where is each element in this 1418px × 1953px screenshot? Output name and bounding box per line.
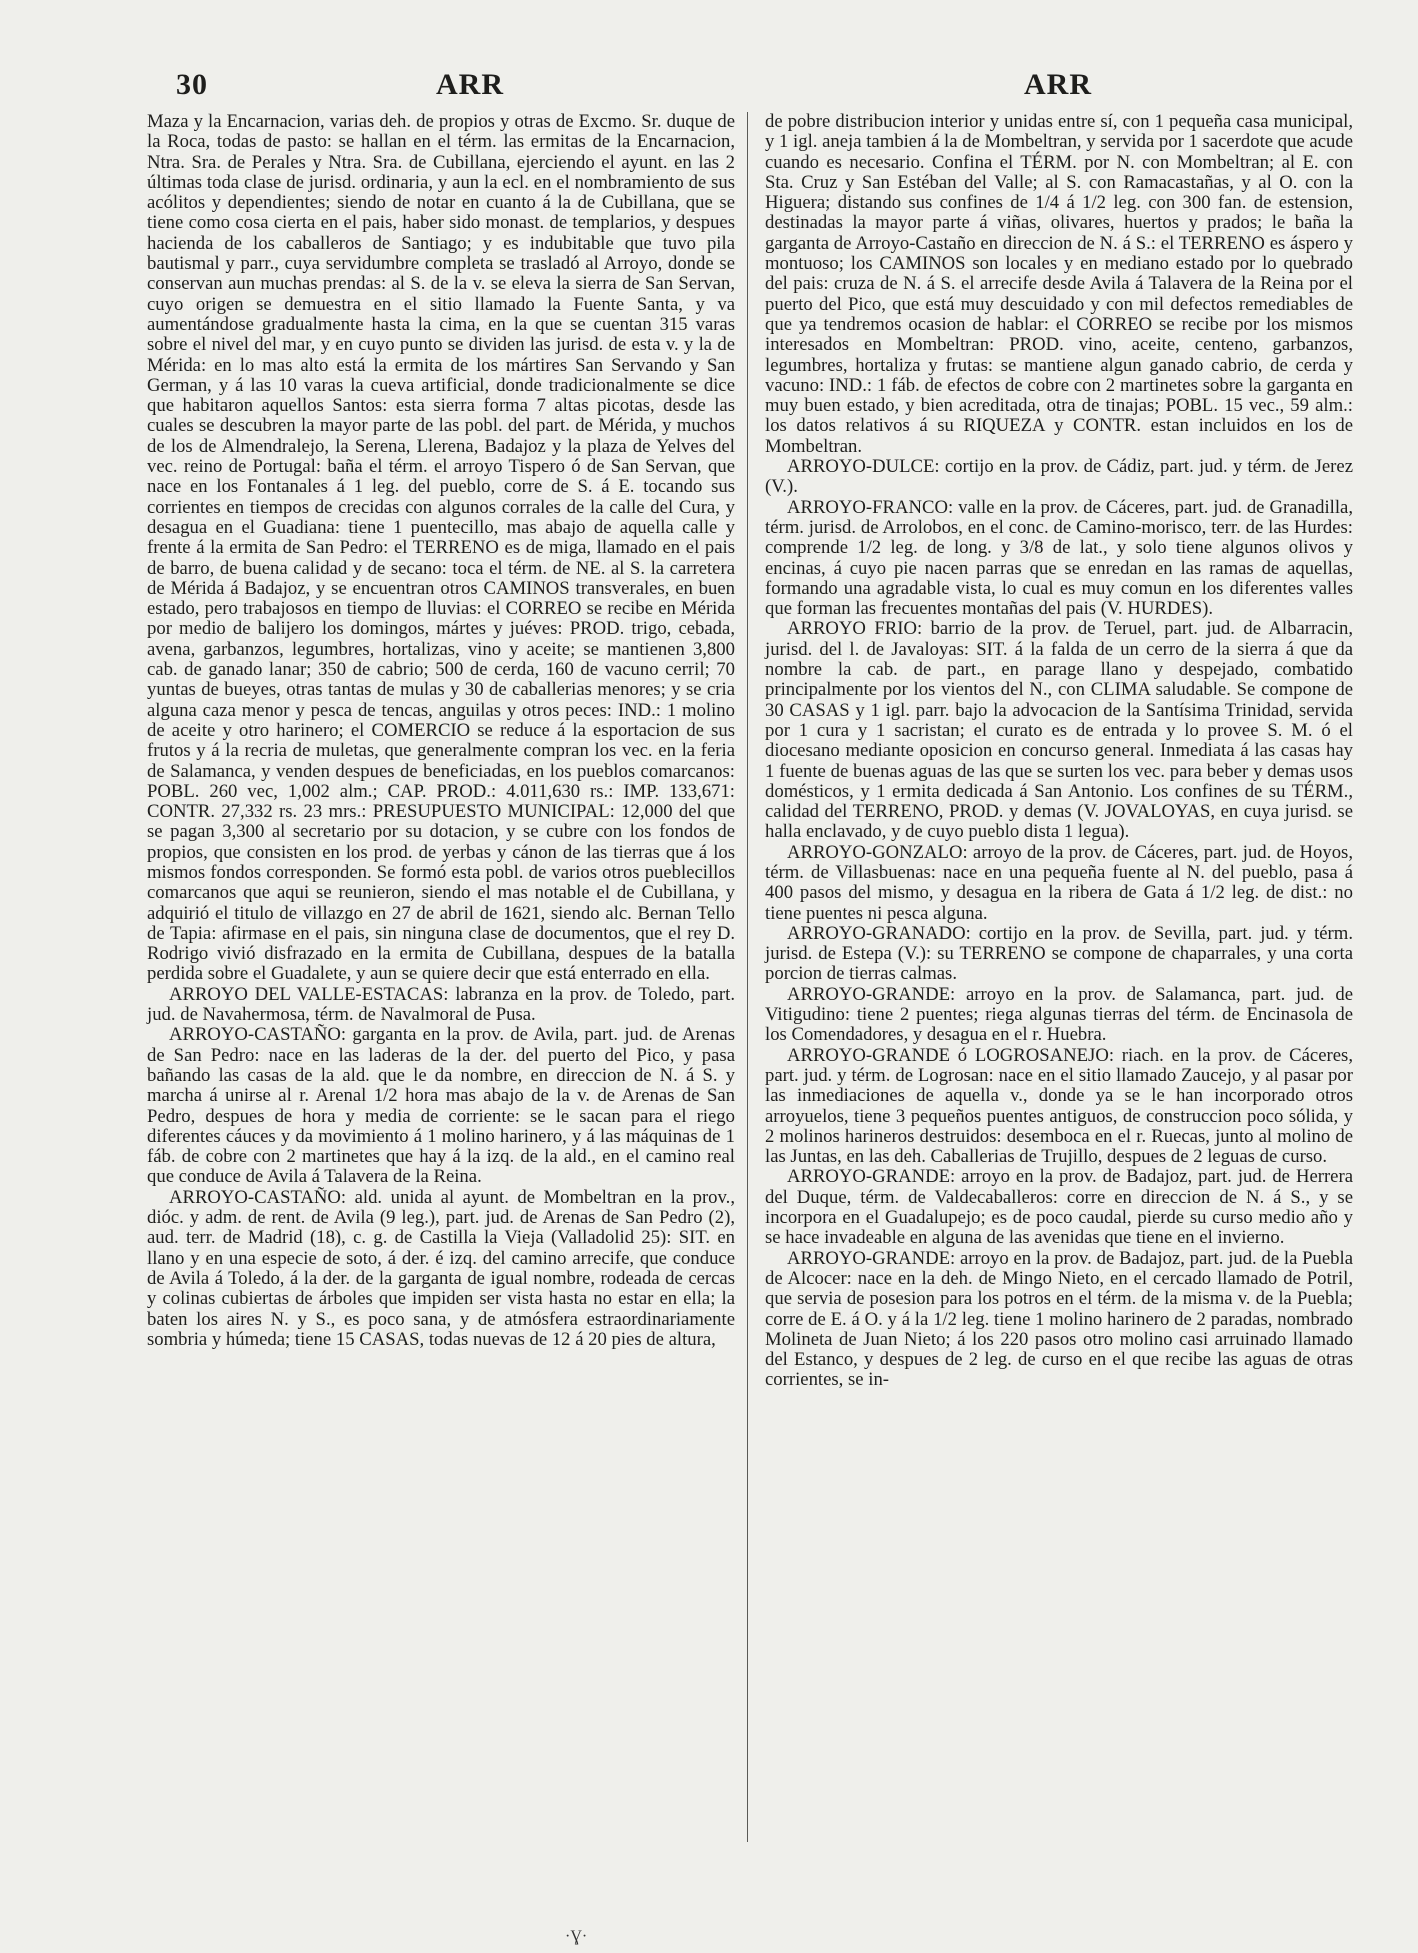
running-head-left: ARR <box>436 68 504 101</box>
entry-paragraph: ARROYO-GRANDE ó LOGROSANEJO: riach. en la prov. de Cáceres, part. jud. y térm. de Logrosan: nace en el sitio llamado Zaucejo, y al pasar por las inmediaciones de aquella v., donde ya se le han incorporado otros arroyuelos, tiene 3 pequeños puentes antiguos, de construccion poco sólida, y 2 molinos harineros destruidos: desemboca en el r. Ruecas, junto al molino de las Juntas, en las deh. Caballerias de Trujillo, despues de 2 leguas de curso. <box>765 1044 1353 1168</box>
right-column <box>765 112 1353 1391</box>
page-number: 30 <box>176 68 208 101</box>
entry-paragraph: ARROYO-FRANCO: valle en la prov. de Cáceres, part. jud. de Granadilla, térm. jurisd. de Arrolobos, en el conc. de Camino-morisco, terr. de las Hurdes: comprende 1/2 leg. de long. y 3/8 de lat., y solo tiene algunos olivos y encinas, á cuyo pie nacen parras que se enredan en las ramas de aquellas, formando una agradable vista, lo cual es muy comun en los diferentes valles que forman las frecuentes montañas del pais (V. HURDES). <box>765 496 1353 620</box>
entry-paragraph: ARROYO-GRANDE: arroyo en la prov. de Badajoz, part. jud. de Herrera del Duque, térm. de Valdecaballeros: corre en direccion de N. á S., y se incorpora en el Guadalupejo; es de poco caudal, pierde su curso medio año y se hace invadeable en alguna de las avenidas que tiene en el invierno. <box>765 1166 1353 1249</box>
entry-paragraph: ARROYO DEL VALLE-ESTACAS: labranza en la prov. de Toledo, part. jud. de Navahermosa, térm. de Navalmoral de Pusa. <box>147 983 735 1026</box>
entry-paragraph: ARROYO-CASTAÑO: ald. unida al ayunt. de Mombeltran en la prov., dióc. y adm. de rent. de Avila (9 leg.), part. jud. de Arenas de San Pedro (2), aud. terr. de Madrid (18), c. g. de Castilla la Vieja (Valladolid 25): SIT. en llano y en una especie de soto, á der. é izq. del camino arrecife, que conduce de Avila á Toledo, á la der. de la garganta de igual nombre, rodeada de cercas y colinas cubiertas de árboles que impiden ser vista hasta no estar en ella; la baten los aires N. y S., es poco sana, y de atmósfera estraordinariamente sombria y húmeda; tiene 15 CASAS, todas nuevas de 12 á 20 pies de altura, <box>147 1186 735 1350</box>
entry-paragraph: ARROYO-CASTAÑO: garganta en la prov. de Avila, part. jud. de Arenas de San Pedro: nace en las laderas de la der. del puerto del Pico, y pasa bañando las casas de la ald. que le da nombre, en direccion de N. á S. y marcha á unirse al r. Arenal 1/2 hora mas abajo de la v. de Arenas de San Pedro, despues de hora y media de corriente: se le sacan para el riego diferentes cáuces y da movimiento á 1 molino harinero, y á las máquinas de 1 fáb. de cobre con 2 martinetes que hay á la izq. de la ald., en el camino real que conduce de Avila á Talavera de la Reina. <box>147 1024 735 1188</box>
entry-paragraph: ARROYO-GONZALO: arroyo de la prov. de Cáceres, part. jud. de Hoyos, térm. de Villasbuenas: nace en una pequeña fuente al N. del pueblo, pasa á 400 pasos del mismo, y desagua en la ribera de Gata á 1/2 leg. de dist.: no tiene puentes ni pesca alguna. <box>765 841 1353 924</box>
left-column <box>147 112 735 1350</box>
running-head-right: ARR <box>1024 68 1092 101</box>
entry-paragraph: de pobre distribucion interior y unidas entre sí, con 1 pequeña casa municipal, y 1 igl. aneja tambien á la de Mombeltran, y servida por 1 sacerdote que acude cuando es necesario. Confina el TÉRM. por N. con Mombeltran; al E. con Sta. Cruz y San Estéban del Valle; al S. con Ramacastañas, y al O. con la Higuera; distando sus confines de 1/4 á 1/2 leg. con 300 fan. de estension, destinadas la mayor parte á viñas, olivares, huertos y prados; le baña la garganta de Arroyo-Castaño en direccion de N. á S.: el TERRENO es áspero y montuoso; los CAMINOS son locales y en mediano estado por lo quebrado del pais: cruza de N. á S. el arrecife desde Avila á Talavera de la Reina por el puerto del Pico, que está muy descuidado y con mil defectos remediables de que ya tendremos ocasion de hablar: el CORREO se recibe por los mismos interesados en Mombeltran: PROD. vino, aceite, centeno, garbanzos, legumbres, hortaliza y frutas: se mantiene algun ganado cabrio, de cerda y vacuno: IND.: 1 fáb. de efectos de cobre con 2 martinetes sobre la garganta en muy buen estado, y bien acreditada, otra de tinajas; POBL. 15 vec., 59 alm.: los datos relativos á su RIQUEZA y CONTR. estan incluidos en los de Mombeltran. <box>765 111 1353 457</box>
entry-paragraph: ARROYO-GRANDE: arroyo en la prov. de Salamanca, part. jud. de Vitigudino: tiene 2 puentes; riega algunas tierras del térm. de Encinasola de los Comendadores, y desagua en el r. Huebra. <box>765 983 1353 1046</box>
entry-paragraph: ARROYO FRIO: barrio de la prov. de Teruel, part. jud. de Albarracin, jurisd. del l. de Javaloyas: SIT. á la falda de un cerro de la sierra á que da nombre la cab. de part., en parage llano y despejado, combatido principalmente por los vientos del N., con CLIMA saludable. Se compone de 30 CASAS y 1 igl. parr. bajo la advocacion de la Santísima Trinidad, servida por 1 cura y 1 sacristan; el curato es de entrada y lo provee S. M. ó el diocesano mediante oposicion en concurso general. Inmediata á las casas hay 1 fuente de buenas aguas de las que se surten los vec. para beber y demas usos domésticos, y 1 ermita dedicada á San Antonio. Los confines de su TÉRM., calidad del TERRENO, PROD. y demas (V. JOVALOYAS, en cuya jurisd. se halla enclavado, y de cuyo pueblo dista 1 legua). <box>765 618 1353 843</box>
entry-paragraph: ARROYO-GRANADO: cortijo en la prov. de Sevilla, part. jud. y térm. jurisd. de Estepa (V.): su TERRENO se compone de chaparrales, y una corta porcion de tierras calmas. <box>765 922 1353 985</box>
column-divider <box>747 112 748 1842</box>
entry-paragraph: ARROYO-DULCE: cortijo en la prov. de Cádiz, part. jud. y térm. de Jerez (V.). <box>765 456 1353 498</box>
entry-paragraph: ARROYO-GRANDE: arroyo en la prov. de Badajoz, part. jud. de la Puebla de Alcocer: nace en la deh. de Mingo Nieto, en el cercado llamado de Potril, que servia de posesion para los potros en el térm. de la misma v. de la Puebla; corre de E. á O. y á la 1/2 leg. tiene 1 molino harinero de 2 paradas, nombrado Molineta de Juan Nieto; á los 220 pasos otro molino casi arruinado llamado del Estanco, y despues de 2 leg. de curso en el que recibe las aguas de otras corrientes, se in- <box>765 1247 1353 1391</box>
ink-spot-mark: ·Ɣ· <box>565 1928 588 1945</box>
entry-paragraph: Maza y la Encarnacion, varias deh. de propios y otras de Excmo. Sr. duque de la Roca, todas de pasto: se hallan en el térm. las ermitas de la Encarnacion, Ntra. Sra. de Perales y Ntra. Sra. de Cubillana, ejerciendo el ayunt. en las 2 últimas toda clase de jurisd. ordinaria, y aun la ecl. en el nombramiento de sus acólitos y dependientes; siendo de notar en cuanto á la de Cubillana, que se tiene como cosa cierta en el pais, haber sido monast. de templarios, y despues hacienda de los caballeros de Santiago; y es indubitable que tuvo pila bautismal y parr., cuya servidumbre completa se trasladó al Arroyo, donde se conservan aun muchas prendas: al S. de la v. se eleva la sierra de San Servan, cuyo origen se demuestra en el sitio llamado la Fuente Santa, y va aumentándose gradualmente hasta la cima, en la que se cuentan 315 varas sobre el nivel del mar, y en cuyo punto se dividen las jurisd. de esta v. y la de Mérida: en lo mas alto está la ermita de los mártires San Servando y San German, y á las 10 varas la cueva artificial, donde tradicionalmente se dice que habitaron aquellos Santos: esta sierra forma 7 altas picotas, desde las cuales se descubren la mayor parte de las pobl. del part. de Mérida, y muchos de los de Almendralejo, la Serena, Llerena, Badajoz y la plaza de Yelves del vec. reino de Portugal: baña el térm. el arroyo Tispero ó de San Servan, que nace en los Fontanales á 1 leg. del pueblo, corre de S. á E. tocando sus corrientes en tiempos de crecidas con algunos corrales de la calle del Cura, y desagua en el Guadiana: tiene 1 puentecillo, mas abajo de aquella calle y frente á la ermita de San Pedro: el TERRENO es de miga, llamado en el pais de barro, de buena calidad y de secano: toca el térm. de NE. al S. la carretera de Mérida á Badajoz, y se encuentran otros CAMINOS transverales, en buen estado, pero trabajosos en tiempo de lluvias: el CORREO se recibe en Mérida por medio de balijero los domingos, mártes y juéves: PROD. trigo, cebada, avena, garbanzos, legumbres, hortalizas, vino y aceite; se mantienen 3,800 cab. de ganado lanar; 350 de cabrio; 500 de cerda, 160 de vacuno cerril; 70 yuntas de bueyes, otras tantas de mulas y 30 de caballerias menores; y se cria alguna caza menor y pesca de tencas, anguilas y otros peces: IND.: 1 molino de aceite y otro harinero; el COMERCIO se reduce á la esportacion de sus frutos y á la recria de muletas, que generalmente compran los vec. en la feria de Salamanca, y venden despues de beneficiadas, en los pueblos comarcanos: POBL. 260 vec, 1,002 alm.; CAP. PROD.: 4.011,630 rs.: IMP. 133,671: CONTR. 27,332 rs. 23 mrs.: PRESUPUESTO MUNICIPAL: 12,000 del que se pagan 3,300 al secretario por su dotacion, y se cubre con los fondos de propios, que consisten en los prod. de yerbas y cánon de las tierras que á los mismos fondos corresponden. Se formó esta pobl. de varios otros pueblecillos comarcanos que aqui se reunieron, siendo el mas notable el de Cubillana, y adquirió el titulo de villazgo en 27 de abril de 1621, siendo alc. Bernan Tello de Tapia: afirmase en el pais, sin ninguna clase de documentos, que el rey D. Rodrigo vivió disfrazado en la ermita de Cubillana, despues de la batalla perdida sobre el Guadalete, y aun se quiere decir que está enterrado en ella. <box>147 111 735 985</box>
